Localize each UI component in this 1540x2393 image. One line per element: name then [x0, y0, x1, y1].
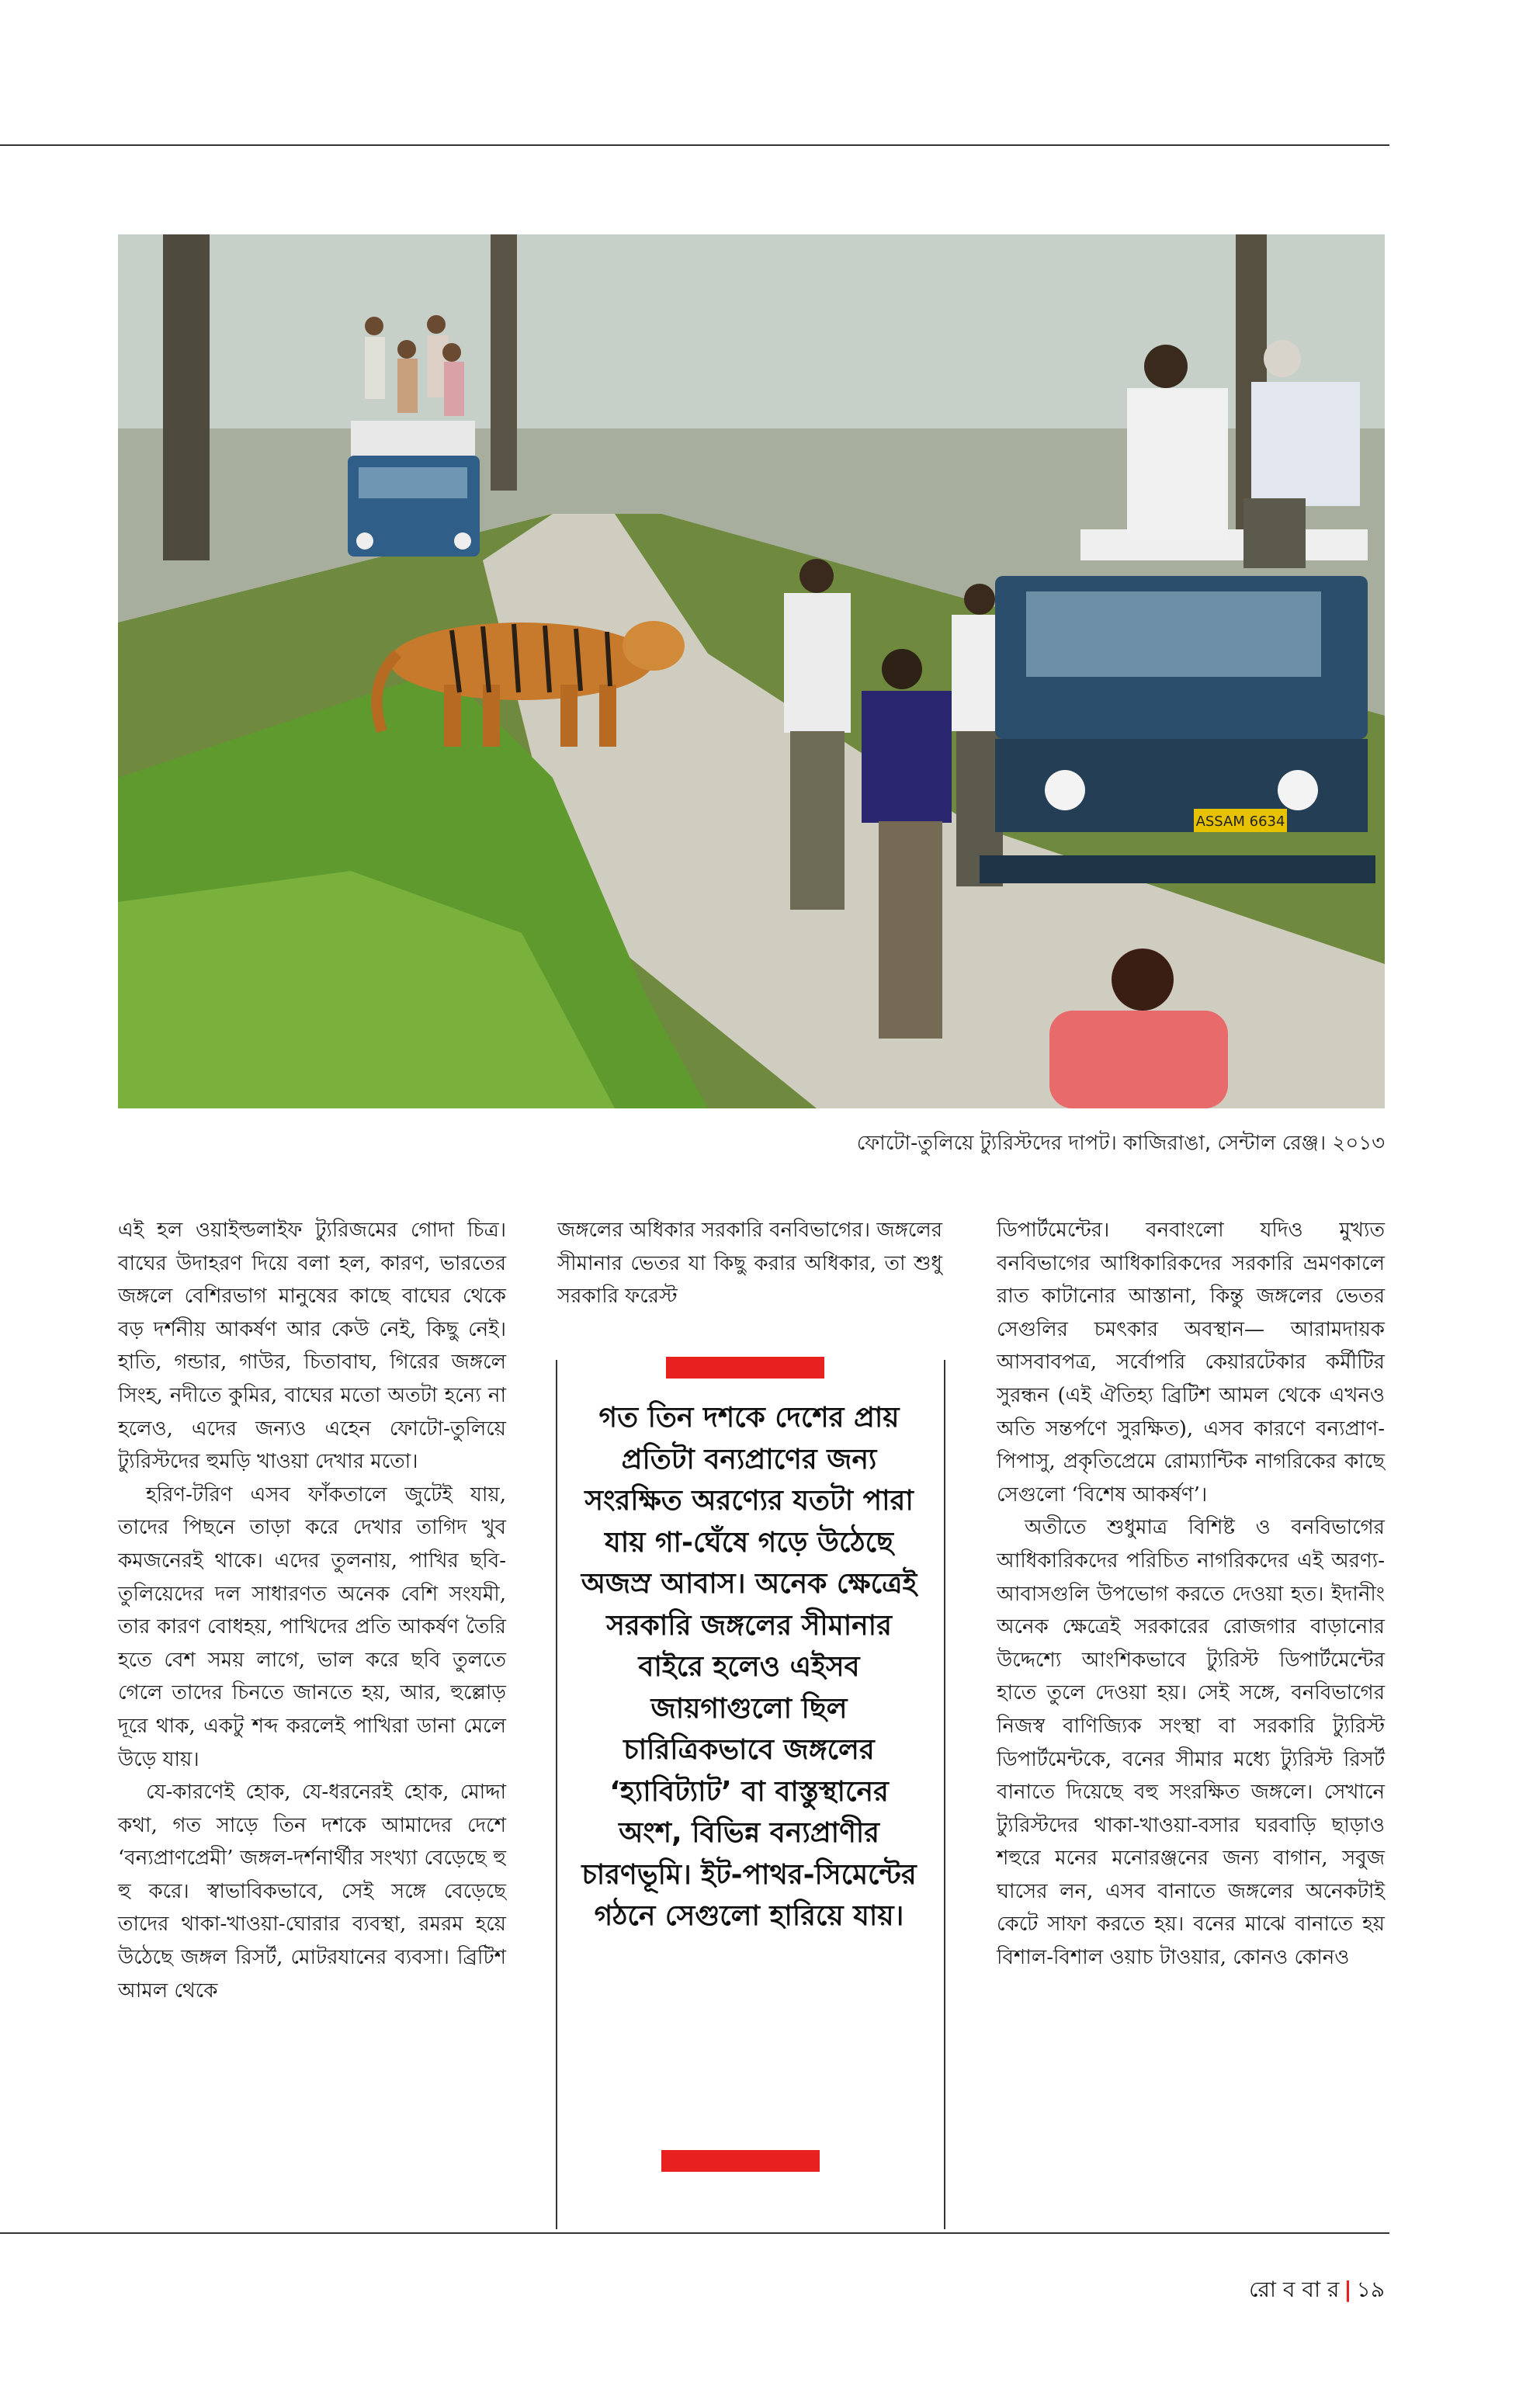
- plate-text: ASSAM 6634: [1195, 813, 1285, 830]
- column-divider-right: [944, 1360, 945, 2229]
- bottom-rule: [0, 2232, 1389, 2234]
- paragraph: যে-কারণেই হোক, যে-ধরনেরই হোক, মোদ্দা কথা, গত সাড়ে তিন দশকে আমাদের দেশে ‘বন্যপ্রাণপ্রেমী’ জঙ্গল-দর্শনার্থীর সংখ্যা বেড়েছে হু হু করে। স্বাভাবিকভাবে, সেই সঙ্গে বেড়েছে তাদের থাকা-খাওয়া-ঘোরার ব্যবস্থা, রমরম হয়ে উঠেছে জঙ্গল রিসর্ট, মোটরযানের ব্যবসা। ব্রিটিশ আমল থেকে: [118, 1781, 506, 2003]
- page-footer: [1249, 2273, 1385, 2309]
- pullquote-bottom-bar: [661, 2150, 820, 2172]
- footer-separator: |: [1344, 2277, 1352, 2302]
- tiger-safari-photo: [118, 234, 1385, 1108]
- far-jeep: [348, 421, 480, 557]
- photo-illustration: [118, 234, 1385, 1108]
- paragraph: হরিণ-টরিণ এসব ফাঁকতালে জুটেই যায়, তাদের পিছনে তাড়া করে দেখার তাগিদ খুব কমজনেরই থাকে। এদের তুলনায়, পাখির ছবি-তুলিয়েদের দল সাধারণত অনেক বেশি সংযমী, তার কারণ বোধহয়, পাখিদের প্রতি আকর্ষণ তৈরি হতে বেশ সময় লাগে, ভাল করে ছবি তুলতে গেলে তাদের চিনতে জানতে হয়, আর, হুল্লোড় দূরে থাক, একটু শব্দ করলেই পাখিরা ডানা মেলে উড়ে যায়।: [118, 1483, 506, 1771]
- paragraph: ডিপার্টমেন্টের। বনবাংলো যদিও মুখ্যত বনবিভাগের আধিকারিকদের সরকারি ভ্রমণকালে রাত কাটানোর আস্তানা, কিন্তু জঙ্গলের ভেতর সেগুলির চমৎকার অবস্থান— আরামদায়ক আসবাবপত্র, সর্বোপরি কেয়ারটেকার কর্মীটির সুরন্ধন (এই ঐতিহ্য ব্রিটিশ আমল থেকে এখনও অতি সন্তর্পণে সুরক্ষিত), এসব কারণে বন্যপ্রাণ-পিপাসু, প্রকৃতিপ্রেমে রোম্যান্টিক নাগরিকের কাছে সেগুলো ‘বিশেষ আকর্ষণ’।: [997, 1219, 1385, 1507]
- article-column-3: [997, 1214, 1385, 1975]
- pull-quote: গত তিন দশকে দেশের প্রায় প্রতিটা বন্যপ্রাণের জন্য সংরক্ষিত অরণ্যের যতটা পারা যায় গা-ঘেঁষে গড়ে উঠেছে অজস্র আবাস। অনেক ক্ষেত্রেই সরকারি জঙ্গলের সীমানার বাইরে হলেও এইসব জায়গাগুলো ছিল চারিত্রিকভাবে জঙ্গলের ‘হ্যাবিট্যাট’ বা বাস্তুস্থানের অংশ, বিভিন্ন বন্যপ্রাণীর চারণভূমি। ইট-পাথর-সিমেন্টের গঠনে সেগুলো হারিয়ে যায়।: [581, 1402, 917, 1932]
- photo-caption: ফোটো-তুলিয়ে ট্যুরিস্টদের দাপট। কাজিরাঙা, সেন্টাল রেঞ্জ। ২০১৩: [856, 1132, 1385, 1155]
- near-jeep: [980, 529, 1375, 883]
- column-divider-left: [556, 1360, 557, 2229]
- paragraph: জঙ্গলের অধিকার সরকারি বনবিভাগের। জঙ্গলের সীমানার ভেতর যা কিছু করার অধিকার, তা শুধু সরকারি ফরেস্ট: [557, 1219, 942, 1309]
- article-column-1: [118, 1214, 506, 2007]
- pullquote-top-bar: [666, 1357, 824, 1379]
- paragraph: এই হল ওয়াইল্ডলাইফ ট্যুরিজমের গোদা চিত্র। বাঘের উদাহরণ দিয়ে বলা হল, কারণ, ভারতের জঙ্গলে বেশিরভাগ মানুষের কাছে বাঘের থেকে বড় দর্শনীয় আকর্ষণ আর কেউ নেই, কিছু নেই। হাতি, গন্ডার, গাউর, চিতাবাঘ, গিরের জঙ্গলে সিংহ, নদীতে কুমির, বাঘের মতো অতটা হন্যে না হলেও, এদের জন্যও এহেন ফোটো-তুলিয়ে ট্যুরিস্টদের হুমড়ি খাওয়া দেখার মতো।: [118, 1219, 506, 1474]
- page-number: ১৯: [1356, 2277, 1385, 2302]
- publication-name: রো ব বা র: [1249, 2277, 1340, 2302]
- paragraph: অতীতে শুধুমাত্র বিশিষ্ট ও বনবিভাগের আধিকারিকদের পরিচিত নাগরিকদের এই অরণ্য-আবাসগুলি উপভোগ করতে দেওয়া হত। ইদানীং অনেক ক্ষেত্রেই সরকারের রোজগার বাড়ানোর উদ্দেশ্যে আংশিকভাবে ট্যুরিস্ট ডিপার্টমেন্টের হাতে তুলে দেওয়া হয়। সেই সঙ্গে, বনবিভাগের নিজস্ব বাণিজ্যিক সংস্থা বা সরকারি ট্যুরিস্ট ডিপার্টমেন্টকে, বনের সীমার মধ্যে ট্যুরিস্ট রিসর্ট বানাতে দিয়েছে বহু সংরক্ষিত জঙ্গলে। সেখানে ট্যুরিস্টদের থাকা-খাওয়া-বসার ঘরবাড়ি ছাড়াও শহুরে মনের মনোরঞ্জনের জন্য বাগান, সবুজ ঘাসের লন, এসব বানাতে জঙ্গলের অনেকটাই কেটে সাফা করতে হয়। বনের মাঝে বানাতে হয় বিশাল-বিশাল ওয়াচ টাওয়ার, কোনও কোনও: [997, 1516, 1385, 1970]
- top-rule: [0, 144, 1389, 146]
- article-column-2: [557, 1214, 942, 1313]
